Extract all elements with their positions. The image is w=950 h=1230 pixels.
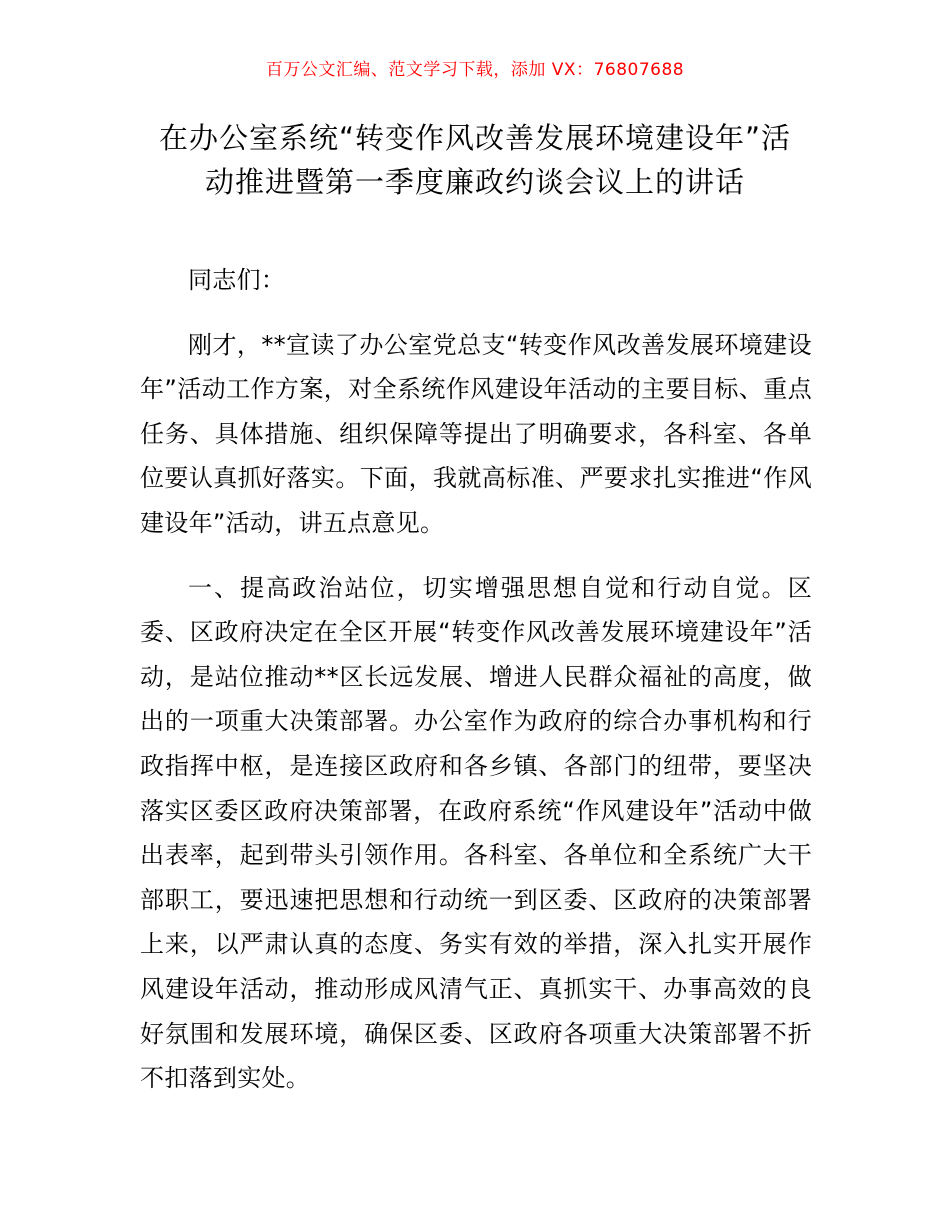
document-body [140,258,812,1145]
salutation: 同志们： [188,266,286,294]
body-paragraph: 一、提高政治站位，切实增强思想自觉和行动自觉。区委、区政府决定在全区开展“转变作风改善发展环境建设年”活动，是站位推动**区长远发展、增进人民群众福祉的高度，做出的一项重大决策部署。办公室作为政府的综合办事机构和行政指挥中枢，是连接区政府和各乡镇、各部门的纽带，要坚决落实区委区政府决策部署，在政府系统“作风建设年”活动中做出表率，起到带头引领作用。各科室、各单位和全系统广大干部职工，要迅速把思想和行动统一到区委、区政府的决策部署上来，以严肃认真的态度、务实有效的举措，深入扎实开展作风建设年活动，推动形成风清气正、真抓实干、办事高效的良好氛围和发展环境，确保区委、区政府各项重大决策部署不折不扣落到实处。 [140,573,812,1093]
body-paragraph: 刚才，**宣读了办公室党总支“转变作风改善发展环境建设年”活动工作方案，对全系统作风建设年活动的主要目标、重点任务、具体措施、组织保障等提出了明确要求，各科室、各单位要认真抓好落实。下面，我就高标准、严要求扎实推进“作风建设年”活动，讲五点意见。 [140,330,812,537]
document-title: 在办公室系统“转变作风改善发展环境建设年”活动推进暨第一季度廉政约谈会议上的讲话 [158,121,792,199]
promo-banner: 百万公文汇编、范文学习下载，添加 VX：76807688 [265,60,685,80]
